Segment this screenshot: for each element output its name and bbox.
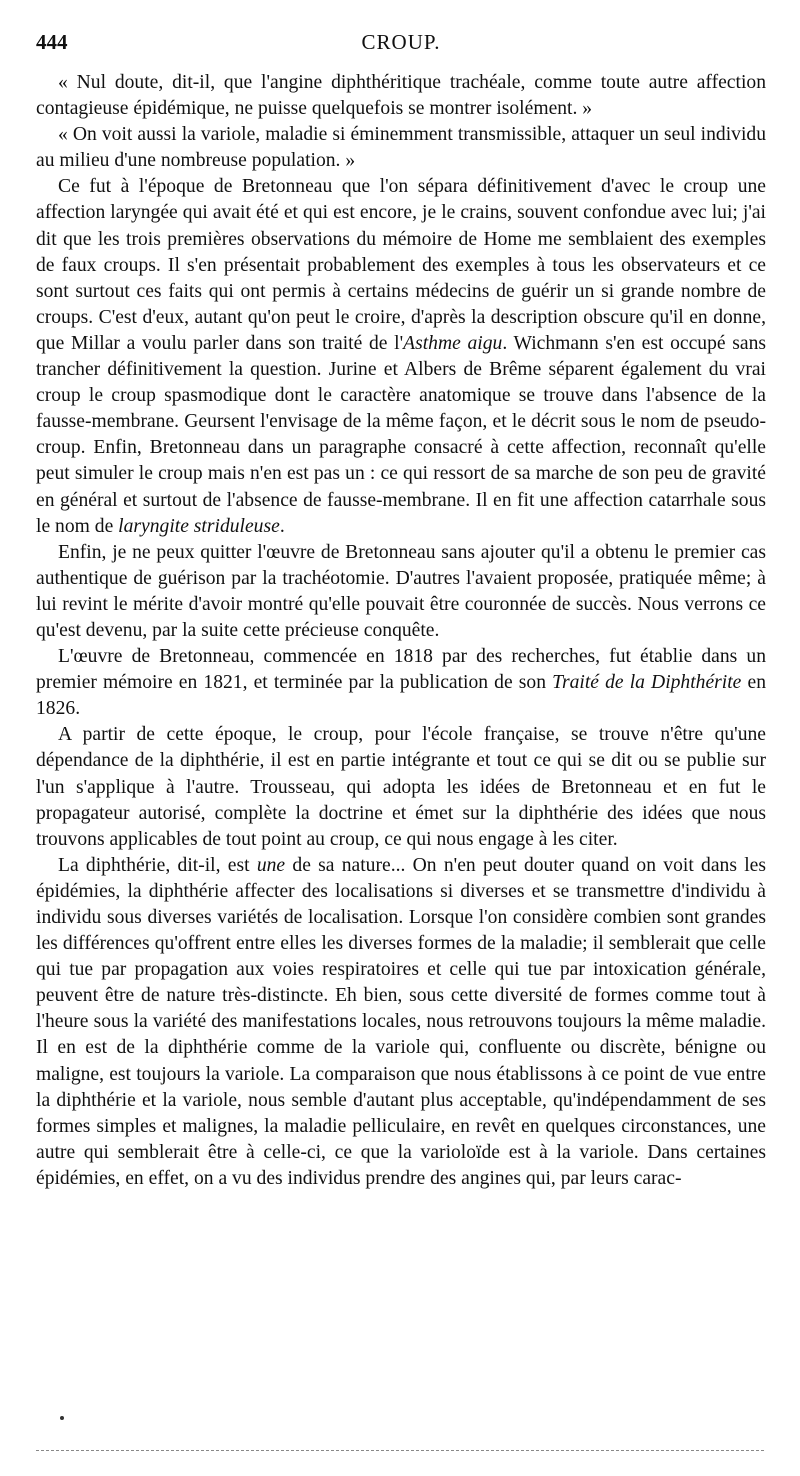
text-segment: A partir de cette époque, le croup, pour l'école française, se trouve n'être qu'une dépendance de la diphthérie, il est en partie intégrante et tout ce qui se dit ou se publie sur l'un s'applique à l'autre. Trousseau, qui adopta les idées de Bretonneau et en fut le propagateur autorisé, complète la doctrine et émet sur la diphthérie des idées que nous trouvons applicables de tout point au croup, ce qui nous engage à les citer.: [36, 724, 766, 850]
italic-text-segment: laryngite striduleuse: [118, 515, 280, 537]
italic-text-segment: Traité de la Diphthérite: [552, 672, 742, 694]
text-segment: de sa nature... On n'en peut douter quand on voit dans les épidémies, la diphthérie affecter des localisations si diverses et se transmettre d'individu à individu sous diverses variétés de localisation. Lorsque l'on considère combien sont grandes les différences qu'offrent entre elles les diverses formes de la maladie; il semblerait que celle qui tue par propagation aux voies respiratoires et celle qui tue par intoxication générale, peuvent être de nature très-distincte. Eh bien, sous cette diversité de formes comme tout à l'heure sous la variété des manifestations locales, nous retrouvons toujours la même maladie. Il en est de la diphthérie comme de la variole qui, confluente ou discrète, bénigne ou maligne, est toujours la variole. La comparaison que nous établissons à ce point de vue entre la diphthérie et la variole, nous semble d'autant plus acceptable, qu'indépendamment de ses formes simples et malignes, la maladie pelliculaire, en revêt en quelques circonstances, une autre qui semblerait être à celle-ci, ce que la varioloïde est à la variole. Dans certaines épidémies, en effet, on a vu des individus prendre des angines qui, par leurs carac-: [36, 854, 766, 1189]
text-segment: Enfin, je ne peux quitter l'œuvre de Bretonneau sans ajouter qu'il a obtenu le premier cas authentique de guérison par la trachéotomie. D'autres l'avaient proposée, pratiquée même; à lui revint le mérite d'avoir montré qu'elle pouvait être couronnée de succès. Nous verrons ce qu'est devenu, par la suite cette précieuse conquête.: [36, 541, 766, 641]
text-segment: « On voit aussi la variole, maladie si éminemment transmissible, attaquer un seul individu au milieu d'une nombreuse population. »: [36, 124, 766, 172]
text-segment: .: [279, 515, 285, 537]
stray-mark: [60, 1416, 64, 1420]
paragraph: [36, 70, 766, 122]
italic-text-segment: Asthme aigu: [403, 332, 503, 354]
text-segment: « Nul doute, dit-il, que l'angine diphthéritique trachéale, comme toute autre affection contagieuse épidémique, ne puisse quelquefois se montrer isolément. »: [36, 72, 766, 120]
text-segment: Ce fut à l'époque de Bretonneau que l'on sépara définitivement d'avec le croup une affection laryngée qui avait été et qui est encore, je le crains, souvent confondue avec lui; j'ai dit que les trois premières observations du mémoire de Home me semblaient des exemples de faux croups. Il s'en présentait probablement des exemples à tous les observateurs et ce sont surtout ces faits qui ont permis à certains médecins de guérir un si grande nombre de croups. C'est d'eux, autant qu'on peut le croire, d'après la description obscure qu'il en donne, que Millar a voulu parler dans son traité de l': [36, 176, 766, 354]
bottom-rule: [36, 1450, 764, 1451]
page-header: [36, 30, 766, 60]
paragraph: [36, 540, 766, 644]
text-segment: . Wichmann s'en est occupé sans trancher définitivement la question. Jurine et Albers de Brême séparent également du vrai croup le croup spasmodique dont le caractère anatomique se trouve dans l'absence de la fausse-membrane. Geursent l'envisage de la même façon, et le décrit sous le nom de pseudo-croup. Enfin, Bretonneau dans un paragraphe consacré à cette affection, reconnaît qu'elle peut simuler le croup mais n'en est pas un : ce qui ressort de sa marche de son peu de gravité en général et surtout de l'absence de fausse-membrane. Il en fit une affection catarrhale sous le nom de: [36, 332, 766, 537]
paragraph: [36, 174, 766, 539]
body-text: [36, 70, 766, 1192]
paragraph: [36, 853, 766, 1192]
text-segment: La diphthérie, dit-il, est: [58, 854, 257, 876]
text-segment: en 1826.: [36, 672, 767, 720]
paragraph: [36, 644, 766, 722]
page-number: 444: [36, 30, 68, 54]
paragraph: [36, 122, 766, 174]
running-title: CROUP.: [361, 30, 441, 54]
italic-text-segment: une: [256, 854, 286, 876]
paragraph: [36, 722, 766, 852]
page: [36, 30, 766, 1192]
text-segment: L'œuvre de Bretonneau, commencée en 1818 par des recherches, fut établie dans un premier mémoire en 1821, et terminée par la publication de son: [36, 646, 766, 694]
